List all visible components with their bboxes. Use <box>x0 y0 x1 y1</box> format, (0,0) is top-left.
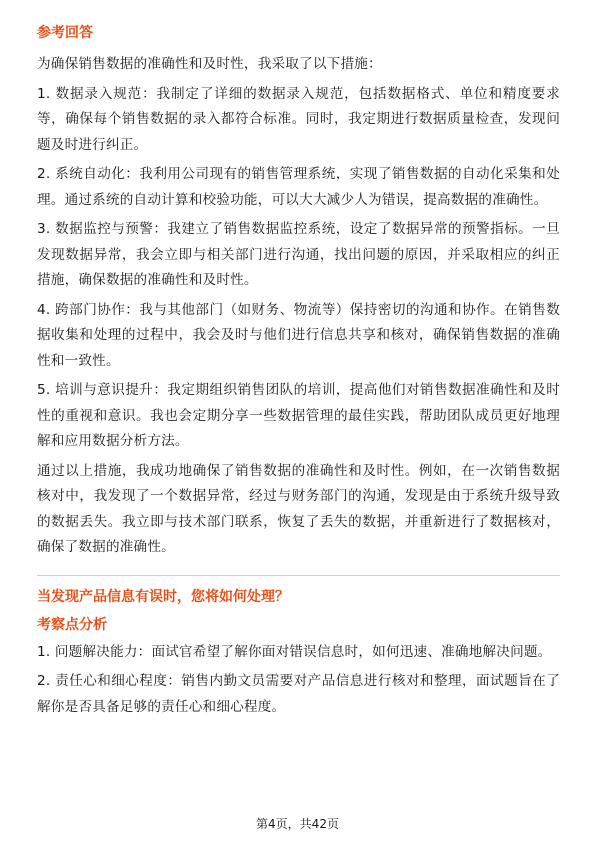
measure-monitoring: 3. 数据监控与预警：我建立了销售数据监控系统，设定了数据异常的预警指标。一旦发现数据异常，我会立即与相关部门进行沟通，找出问题的原因，并采取相应的纠正措施，确保数据的准确性和及时性。 <box>37 221 560 288</box>
analysis-heading: 考察点分析 <box>37 616 107 633</box>
question-heading: 当发现产品信息有误时，您将如何处理？ <box>37 588 289 605</box>
intro-paragraph: 为确保销售数据的准确性和及时性，我采取了以下措施： <box>37 56 382 72</box>
measure-data-entry: 1. 数据录入规范：我制定了详细的数据录入规范，包括数据格式、单位和精度要求等，确保每个销售数据的录入都符合标准。同时，我定期进行数据质量检查，发现问题及时进行纠正。 <box>37 85 560 153</box>
reference-answer-heading: 参考回答 <box>37 25 93 41</box>
page-content <box>37 24 560 720</box>
analysis-point-problem-solving: 1. 问题解决能力：面试官希望了解你面对错误信息时，如何迅速、准确地解决问题。 <box>37 643 552 660</box>
page-number: 第4页，共42页 <box>256 817 339 831</box>
analysis-point-responsibility: 2. 责任心和细心程度：销售内勤文员需要对产品信息进行核对和整理，面试题旨在了解你是否具备足够的责任心和细心程度。 <box>37 673 560 715</box>
section-divider <box>37 575 560 576</box>
conclusion-paragraph: 通过以上措施，我成功地确保了销售数据的准确性和及时性。例如，在一次销售数据核对中，我发现了一个数据异常，经过与财务部门的沟通，发现是由于系统升级导致的数据丢失。我立即与技术部门联系，恢复了丢失的数据，并重新进行了数据核对，确保了数据的准确性。 <box>37 462 560 555</box>
measure-training: 5. 培训与意识提升：我定期组织销售团队的培训，提高他们对销售数据准确性和及时性的重视和意识。我也会定期分享一些数据管理的最佳实践，帮助团队成员更好地理解和应用数据分析方法。 <box>37 382 560 449</box>
measure-system-automation: 2. 系统自动化：我利用公司现有的销售管理系统，实现了销售数据的自动化采集和处理。通过系统的自动计算和校验功能，可以大大减少人为错误，提高数据的准确性。 <box>37 166 560 208</box>
measure-cross-department: 4. 跨部门协作：我与其他部门（如财务、物流等）保持密切的沟通和协作。在销售数据收集和处理的过程中，我会及时与他们进行信息共享和核对，确保销售数据的准确性和一致性。 <box>37 301 560 369</box>
